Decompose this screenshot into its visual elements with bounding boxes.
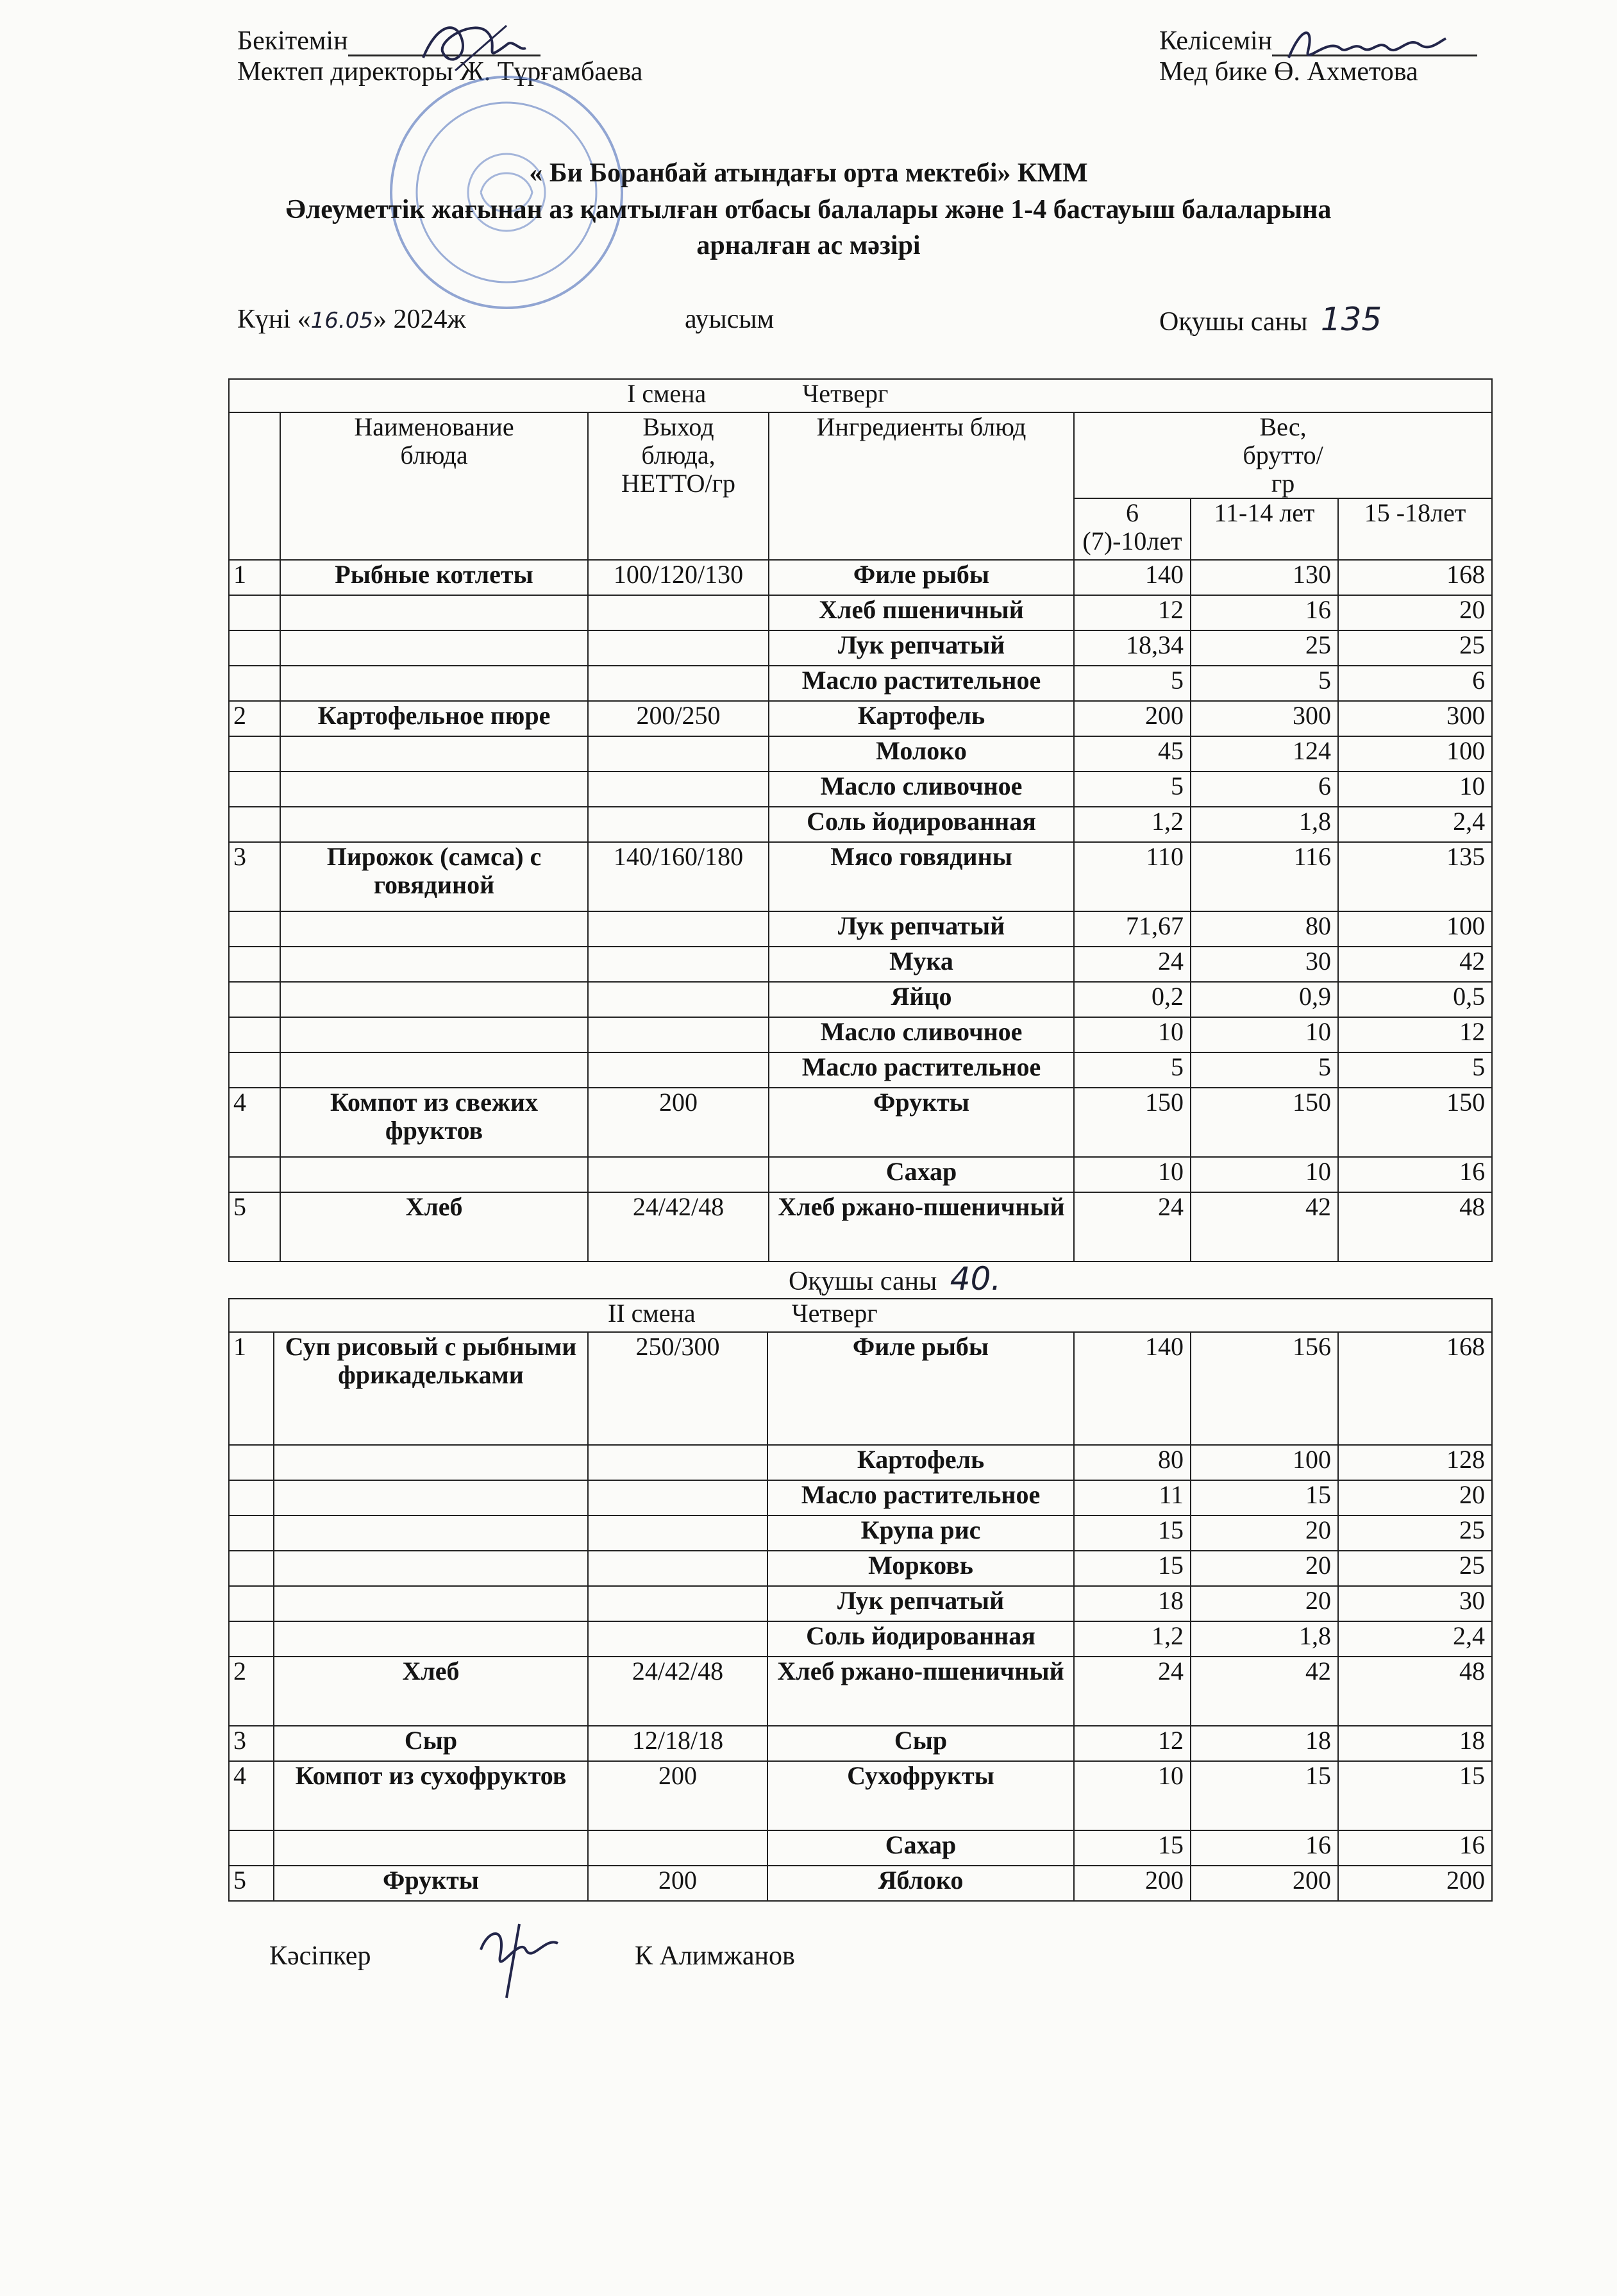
- table-row: [229, 982, 1492, 1017]
- col-weight-header: Вес, брутто/гр: [1074, 412, 1492, 498]
- weight-age2: 1,8: [1191, 1621, 1338, 1657]
- weight-age1: 140: [1074, 560, 1191, 595]
- weight-age3: 15: [1338, 1761, 1492, 1830]
- weight-age1: 24: [1074, 1192, 1191, 1262]
- weight-age2: 124: [1191, 736, 1338, 772]
- ingredient: Филе рыбы: [769, 560, 1074, 595]
- weight-age2: 25: [1191, 630, 1338, 666]
- shift1-day: Четверг: [802, 379, 889, 408]
- date-year: » 2024ж: [373, 305, 466, 334]
- weight-age3: 42: [1338, 947, 1492, 982]
- table-row: [229, 630, 1492, 666]
- weight-age3: 25: [1338, 1551, 1492, 1586]
- dish-yield: 24/42/48: [588, 1657, 767, 1726]
- row-num: 3: [229, 842, 280, 911]
- table-row: [229, 1830, 1492, 1866]
- weight-age3: 25: [1338, 630, 1492, 666]
- dish-name: Хлеб: [280, 1192, 588, 1262]
- weight-age2: 300: [1191, 701, 1338, 736]
- col-age2-header: 11-14 лет: [1191, 498, 1338, 560]
- ingredient: Молоко: [769, 736, 1074, 772]
- col-ingredients-header: Ингредиенты блюд: [769, 412, 1074, 560]
- dish-name: [280, 630, 588, 666]
- shift2-students-label: Оқушы саны: [789, 1267, 937, 1296]
- dish-name: [280, 982, 588, 1017]
- dish-name: [280, 666, 588, 701]
- weight-age3: 6: [1338, 666, 1492, 701]
- dish-name: [280, 1052, 588, 1088]
- weight-age3: 0,5: [1338, 982, 1492, 1017]
- dish-yield: [588, 947, 769, 982]
- weight-age2: 15: [1191, 1761, 1338, 1830]
- weight-age1: 71,67: [1074, 911, 1191, 947]
- dish-yield: [588, 666, 769, 701]
- dish-yield: 200: [588, 1866, 767, 1901]
- row-num: [229, 982, 280, 1017]
- weight-age3: 10: [1338, 772, 1492, 807]
- row-num: [229, 807, 280, 842]
- table-row: [229, 947, 1492, 982]
- dish-name: [274, 1480, 588, 1515]
- ingredient: Лук репчатый: [769, 911, 1074, 947]
- weight-age2: 20: [1191, 1515, 1338, 1551]
- ingredient: Хлеб пшеничный: [769, 595, 1074, 630]
- weight-age3: 100: [1338, 911, 1492, 947]
- dish-name: [274, 1551, 588, 1586]
- menu-title-line2: Әлеуметтік жағынан аз қамтылған отбасы балалары және 1-4 бастауыш балаларына: [285, 195, 1332, 224]
- students-value: 135: [1320, 301, 1382, 338]
- shift2-shift: II смена: [608, 1299, 696, 1328]
- weight-age2: 116: [1191, 842, 1338, 911]
- row-num: [229, 1586, 274, 1621]
- ingredient: Соль йодированная: [769, 807, 1074, 842]
- row-num: [229, 1621, 274, 1657]
- dish-yield: [588, 595, 769, 630]
- shift2-students-value: 40.: [950, 1260, 1001, 1297]
- dish-name: Хлеб: [274, 1657, 588, 1726]
- dish-yield: 100/120/130: [588, 560, 769, 595]
- ingredient: Лук репчатый: [767, 1586, 1074, 1621]
- row-num: [229, 947, 280, 982]
- weight-age3: 30: [1338, 1586, 1492, 1621]
- shift2-menu-table: [228, 1298, 1493, 1902]
- row-num: [229, 1445, 274, 1480]
- dish-yield: [588, 1586, 767, 1621]
- table-row: [229, 1515, 1492, 1551]
- row-num: 1: [229, 560, 280, 595]
- table-row: [229, 1157, 1492, 1192]
- weight-age3: 100: [1338, 736, 1492, 772]
- dish-name: [274, 1621, 588, 1657]
- ingredient: Хлеб ржано-пшеничный: [767, 1657, 1074, 1726]
- weight-age3: 18: [1338, 1726, 1492, 1761]
- table-row: [229, 1017, 1492, 1052]
- weight-age1: 80: [1074, 1445, 1191, 1480]
- row-num: 4: [229, 1761, 274, 1830]
- shift-label: ауысым: [685, 305, 775, 334]
- row-num: [229, 595, 280, 630]
- weight-age3: 2,4: [1338, 1621, 1492, 1657]
- weight-age2: 16: [1191, 1830, 1338, 1866]
- date-value: 16.05: [310, 308, 374, 333]
- table-row: [229, 666, 1492, 701]
- ingredient: Сыр: [767, 1726, 1074, 1761]
- dish-yield: 140/160/180: [588, 842, 769, 911]
- date-line: [237, 304, 466, 336]
- weight-age1: 12: [1074, 595, 1191, 630]
- dish-name: Компот из сухофруктов: [274, 1761, 588, 1830]
- dish-yield: [588, 911, 769, 947]
- col-age1-header: 6 (7)-10лет: [1074, 498, 1191, 560]
- weight-age1: 200: [1074, 1866, 1191, 1901]
- weight-age1: 45: [1074, 736, 1191, 772]
- shift1-header-row: [229, 379, 1492, 412]
- weight-age2: 156: [1191, 1332, 1338, 1445]
- dish-name: [280, 1017, 588, 1052]
- dish-yield: [588, 772, 769, 807]
- shift2-students-line: [789, 1260, 1001, 1297]
- table-row: [229, 1551, 1492, 1586]
- table-row: [229, 1445, 1492, 1480]
- row-num: 3: [229, 1726, 274, 1761]
- row-num: [229, 1157, 280, 1192]
- table-row: [229, 560, 1492, 595]
- weight-age2: 0,9: [1191, 982, 1338, 1017]
- footer-label: Кәсіпкер: [269, 1941, 371, 1971]
- row-num: 5: [229, 1192, 280, 1262]
- ingredient: Мясо говядины: [769, 842, 1074, 911]
- row-num: 2: [229, 701, 280, 736]
- row-num: 2: [229, 1657, 274, 1726]
- weight-age2: 1,8: [1191, 807, 1338, 842]
- col-name-header: Наименование блюда: [280, 412, 588, 560]
- weight-age3: 20: [1338, 1480, 1492, 1515]
- weight-age1: 1,2: [1074, 1621, 1191, 1657]
- row-num: [229, 772, 280, 807]
- dish-yield: [588, 1445, 767, 1480]
- dish-yield: 200/250: [588, 701, 769, 736]
- weight-age3: 2,4: [1338, 807, 1492, 842]
- dish-name: [280, 911, 588, 947]
- ingredient: Масло растительное: [767, 1480, 1074, 1515]
- ingredient: Лук репчатый: [769, 630, 1074, 666]
- table-row: [229, 911, 1492, 947]
- weight-age1: 5: [1074, 1052, 1191, 1088]
- weight-age1: 24: [1074, 947, 1191, 982]
- shift2-header-row: [229, 1299, 1492, 1332]
- dish-yield: [588, 1052, 769, 1088]
- ingredient: Хлеб ржано-пшеничный: [769, 1192, 1074, 1262]
- table-row: [229, 807, 1492, 842]
- weight-age2: 20: [1191, 1551, 1338, 1586]
- table-row: [229, 1088, 1492, 1157]
- weight-age2: 130: [1191, 560, 1338, 595]
- weight-age3: 200: [1338, 1866, 1492, 1901]
- ingredient: Филе рыбы: [767, 1332, 1074, 1445]
- menu-title-line3: арналған ас мәзірі: [696, 231, 921, 260]
- nurse-signature: [1282, 19, 1449, 71]
- students-label: Оқушы саны: [1159, 307, 1308, 337]
- table-row: [229, 701, 1492, 736]
- weight-age3: 16: [1338, 1830, 1492, 1866]
- shift1-col-header-row: [229, 412, 1492, 498]
- weight-age1: 15: [1074, 1830, 1191, 1866]
- table-row: [229, 1657, 1492, 1726]
- row-num: 4: [229, 1088, 280, 1157]
- approve-label: Бекітемін: [237, 26, 348, 56]
- weight-age1: 10: [1074, 1017, 1191, 1052]
- weight-age3: 48: [1338, 1657, 1492, 1726]
- ingredient: Картофель: [769, 701, 1074, 736]
- weight-age3: 168: [1338, 560, 1492, 595]
- weight-age1: 11: [1074, 1480, 1191, 1515]
- ingredient: Яйцо: [769, 982, 1074, 1017]
- dish-name: [274, 1830, 588, 1866]
- dish-yield: 24/42/48: [588, 1192, 769, 1262]
- dish-name: [274, 1445, 588, 1480]
- dish-yield: [588, 1017, 769, 1052]
- dish-yield: [588, 982, 769, 1017]
- weight-age1: 5: [1074, 666, 1191, 701]
- weight-age3: 25: [1338, 1515, 1492, 1551]
- table-row: [229, 736, 1492, 772]
- ingredient: Картофель: [767, 1445, 1074, 1480]
- weight-age2: 42: [1191, 1657, 1338, 1726]
- weight-age1: 18: [1074, 1586, 1191, 1621]
- ingredient: Яблоко: [767, 1866, 1074, 1901]
- dish-name: [280, 736, 588, 772]
- row-num: [229, 1830, 274, 1866]
- agree-person: Мед бике Ө. Ахметова: [1159, 57, 1418, 87]
- row-num: [229, 736, 280, 772]
- weight-age2: 6: [1191, 772, 1338, 807]
- table-row: [229, 1761, 1492, 1830]
- weight-age1: 10: [1074, 1761, 1191, 1830]
- table-row: [229, 1052, 1492, 1088]
- dish-name: Сыр: [274, 1726, 588, 1761]
- row-num: [229, 1551, 274, 1586]
- weight-age2: 18: [1191, 1726, 1338, 1761]
- ingredient: Сахар: [769, 1157, 1074, 1192]
- approve-person: Мектеп директоры Ж. Тұрғамбаева: [237, 57, 643, 87]
- shift1-shift: I смена: [627, 379, 707, 408]
- table-row: [229, 1192, 1492, 1262]
- dish-name: [274, 1586, 588, 1621]
- entrepreneur-signature: [462, 1911, 577, 2001]
- dish-yield: 200: [588, 1761, 767, 1830]
- ingredient: Сахар: [767, 1830, 1074, 1866]
- weight-age2: 10: [1191, 1157, 1338, 1192]
- shift2-shift-cell: [229, 1299, 1492, 1332]
- dish-name: [280, 595, 588, 630]
- col-num-header: [229, 412, 280, 560]
- row-num: [229, 1017, 280, 1052]
- dish-yield: [588, 630, 769, 666]
- dish-yield: [588, 1551, 767, 1586]
- weight-age1: 5: [1074, 772, 1191, 807]
- dish-name: Рыбные котлеты: [280, 560, 588, 595]
- table-row: [229, 1332, 1492, 1445]
- shift1-shift-cell: [229, 379, 1492, 412]
- weight-age2: 15: [1191, 1480, 1338, 1515]
- row-num: 1: [229, 1332, 274, 1445]
- weight-age3: 300: [1338, 701, 1492, 736]
- table-row: [229, 1480, 1492, 1515]
- row-num: [229, 630, 280, 666]
- ingredient: Масло сливочное: [769, 1017, 1074, 1052]
- dish-yield: [588, 736, 769, 772]
- row-num: [229, 1052, 280, 1088]
- dish-yield: [588, 1480, 767, 1515]
- weight-age1: 15: [1074, 1515, 1191, 1551]
- weight-age2: 80: [1191, 911, 1338, 947]
- table-row: [229, 1586, 1492, 1621]
- dish-yield: 12/18/18: [588, 1726, 767, 1761]
- agree-label: Келісемін: [1159, 26, 1273, 56]
- shift1-menu-table: [228, 378, 1493, 1262]
- students-line: [1159, 301, 1382, 338]
- weight-age1: 10: [1074, 1157, 1191, 1192]
- dish-name: Суп рисовый с рыбными фрикадельками: [274, 1332, 588, 1445]
- table-row: [229, 1866, 1492, 1901]
- dish-name: [280, 1157, 588, 1192]
- school-stamp: [385, 71, 628, 314]
- dish-name: Картофельное пюре: [280, 701, 588, 736]
- dish-yield: [588, 1830, 767, 1866]
- dish-yield: [588, 1157, 769, 1192]
- dish-yield: [588, 1515, 767, 1551]
- dish-name: [280, 772, 588, 807]
- table-row: [229, 1726, 1492, 1761]
- weight-age2: 20: [1191, 1586, 1338, 1621]
- shift2-day: Четверг: [791, 1299, 878, 1328]
- row-num: [229, 911, 280, 947]
- weight-age1: 140: [1074, 1332, 1191, 1445]
- dish-name: Фрукты: [274, 1866, 588, 1901]
- col-yield-header: Выход блюда, НЕТТО/гр: [588, 412, 769, 560]
- director-signature: [410, 13, 532, 77]
- weight-age1: 12: [1074, 1726, 1191, 1761]
- weight-age1: 200: [1074, 701, 1191, 736]
- weight-age1: 110: [1074, 842, 1191, 911]
- row-num: [229, 1480, 274, 1515]
- weight-age3: 168: [1338, 1332, 1492, 1445]
- weight-age1: 1,2: [1074, 807, 1191, 842]
- weight-age3: 12: [1338, 1017, 1492, 1052]
- dish-name: Компот из свежих фруктов: [280, 1088, 588, 1157]
- weight-age1: 24: [1074, 1657, 1191, 1726]
- weight-age1: 0,2: [1074, 982, 1191, 1017]
- dish-name: [280, 947, 588, 982]
- table-row: [229, 595, 1492, 630]
- weight-age1: 15: [1074, 1551, 1191, 1586]
- weight-age2: 150: [1191, 1088, 1338, 1157]
- weight-age3: 16: [1338, 1157, 1492, 1192]
- date-label: Күні «: [237, 305, 311, 334]
- dish-yield: 200: [588, 1088, 769, 1157]
- school-title: « Би Боранбай атындағы орта мектебі» КММ: [529, 158, 1088, 188]
- col-age3-header: 15 -18лет: [1338, 498, 1492, 560]
- ingredient: Сухофрукты: [767, 1761, 1074, 1830]
- weight-age3: 128: [1338, 1445, 1492, 1480]
- ingredient: Фрукты: [769, 1088, 1074, 1157]
- weight-age2: 42: [1191, 1192, 1338, 1262]
- dish-yield: [588, 1621, 767, 1657]
- weight-age2: 30: [1191, 947, 1338, 982]
- table-row: [229, 842, 1492, 911]
- ingredient: Масло сливочное: [769, 772, 1074, 807]
- ingredient: Масло растительное: [769, 1052, 1074, 1088]
- weight-age2: 5: [1191, 1052, 1338, 1088]
- dish-yield: [588, 807, 769, 842]
- weight-age1: 18,34: [1074, 630, 1191, 666]
- ingredient: Масло растительное: [769, 666, 1074, 701]
- weight-age2: 10: [1191, 1017, 1338, 1052]
- weight-age2: 200: [1191, 1866, 1338, 1901]
- dish-name: [280, 807, 588, 842]
- row-num: [229, 1515, 274, 1551]
- row-num: [229, 666, 280, 701]
- dish-yield: 250/300: [588, 1332, 767, 1445]
- weight-age3: 135: [1338, 842, 1492, 911]
- ingredient: Морковь: [767, 1551, 1074, 1586]
- weight-age2: 16: [1191, 595, 1338, 630]
- weight-age3: 150: [1338, 1088, 1492, 1157]
- row-num: 5: [229, 1866, 274, 1901]
- ingredient: Мука: [769, 947, 1074, 982]
- dish-name: Пирожок (самса) с говядиной: [280, 842, 588, 911]
- table-row: [229, 1621, 1492, 1657]
- weight-age3: 5: [1338, 1052, 1492, 1088]
- ingredient: Соль йодированная: [767, 1621, 1074, 1657]
- weight-age3: 48: [1338, 1192, 1492, 1262]
- weight-age2: 100: [1191, 1445, 1338, 1480]
- shift1-body: [229, 560, 1492, 1262]
- shift2-body: [229, 1332, 1492, 1901]
- weight-age3: 20: [1338, 595, 1492, 630]
- ingredient: Крупа рис: [767, 1515, 1074, 1551]
- table-row: [229, 772, 1492, 807]
- weight-age1: 150: [1074, 1088, 1191, 1157]
- dish-name: [274, 1515, 588, 1551]
- footer-name: К Алимжанов: [635, 1941, 795, 1971]
- weight-age2: 5: [1191, 666, 1338, 701]
